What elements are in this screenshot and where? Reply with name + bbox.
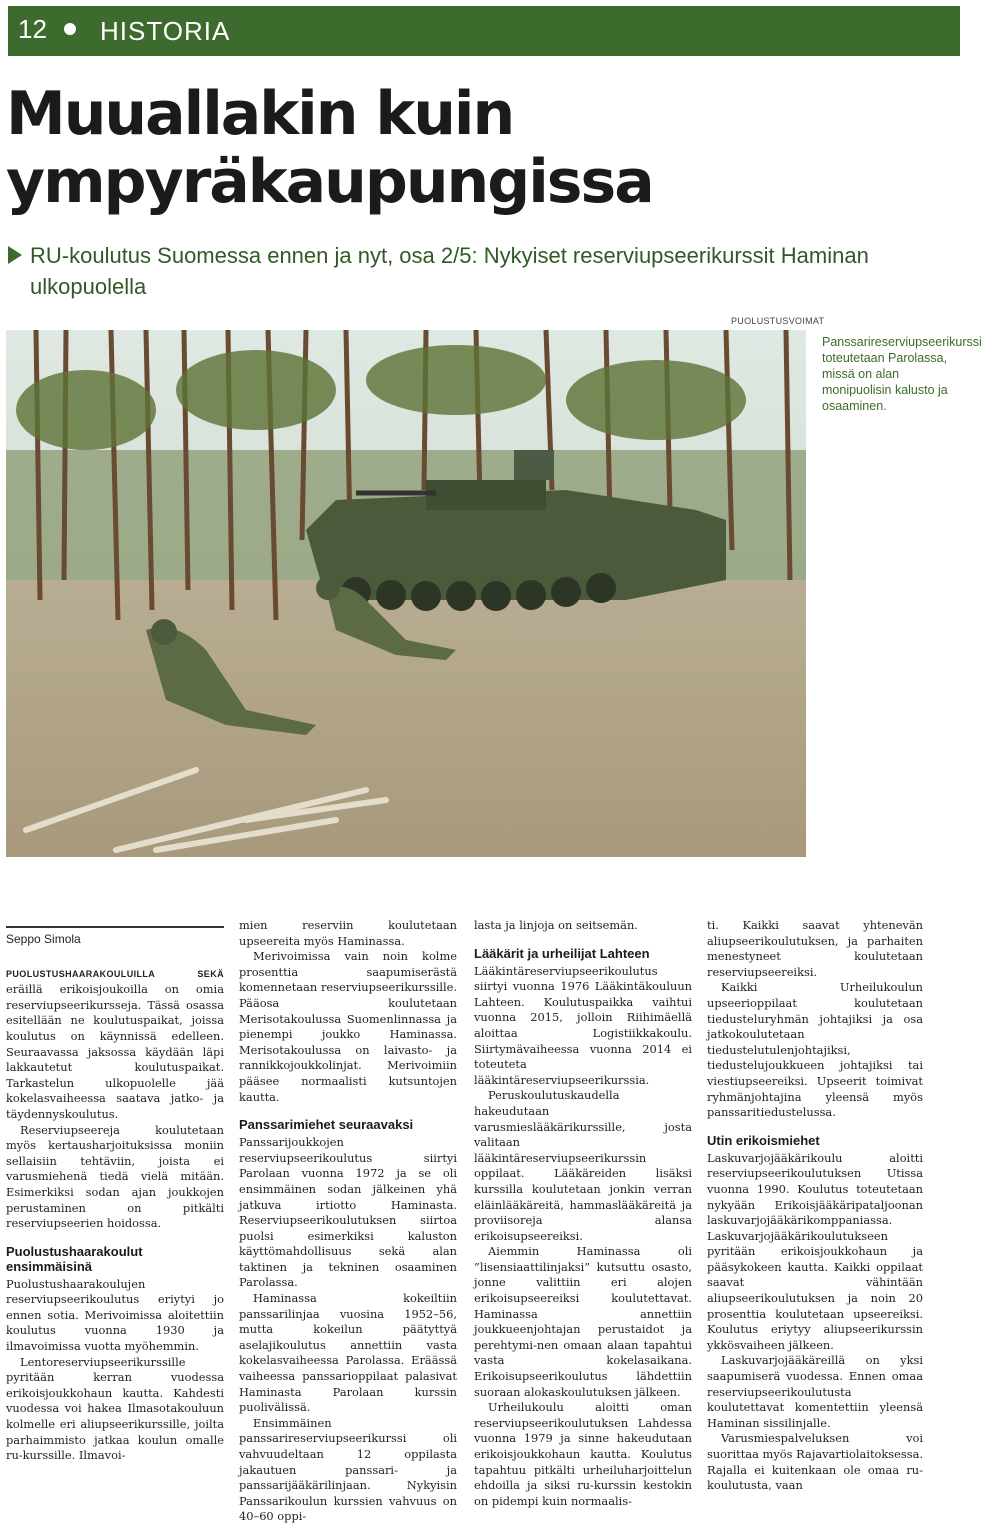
author-byline: Seppo Simola — [6, 926, 224, 948]
headline-line-2: ympyräkaupungissa — [6, 147, 653, 217]
paragraph: Varusmiespalveluksen voi suorittaa myös Rajavartiolaitoksessa. Rajalla ei kuitenkaan ole omaa ru-koulutusta, vaan — [707, 1431, 923, 1493]
subheading: Utin erikoismiehet — [707, 1132, 820, 1148]
article-column-2 — [239, 918, 457, 1525]
paragraph: Ensimmäinen panssarireserviupseerikurssi oli vahvuudeltaan 12 oppilasta jakautuen panssari- ja panssarijääkärilinjaan. Nykyisin Panssarikoulun kurssien vahvuus on 40–60 oppi- — [239, 1415, 457, 1524]
paragraph: mien reserviin koulutetaan upseereita myös Haminassa. — [239, 918, 457, 948]
paragraph: Laskuvarjojääkäreillä on yksi saapumiserä vuodessa. Ennen omaa reserviupseerikoulutusta koulutettavat komentettiin yleensä Haminan sissilinjalle. — [707, 1353, 923, 1430]
deck-subtitle: RU-koulutus Suomessa ennen ja nyt, osa 2/5: Nykyiset reserviupseerikurssit Haminan ulkopuolella — [30, 243, 869, 299]
section-header-bar — [0, 0, 960, 60]
subheading: Panssarimiehet seuraavaksi — [239, 1117, 414, 1133]
bullet-dot — [64, 23, 76, 35]
photo-armored-vehicle-forest — [6, 330, 806, 857]
photo-caption: Panssarireserviupseerikurssi toteutetaan Parolassa, missä on alan monipuolisin kalusto ja osaaminen. — [822, 335, 982, 413]
page-number: 12 — [18, 14, 47, 44]
section-title: HISTORIA — [100, 16, 231, 46]
lead-text: eräillä erikoisjoukoilla on omia reserviupseerikursseja. Tässä osassa esitellään ne koulutuspaikat, joissa koulutus on käynnissä edelleen. Seuraavassa jaksossa käydään läpi lakkautetut koulutuspaikat. Tarkastelun ulkopuolelle jää kokelasvaiheessa saatava jatko- ja täydennyskoulutus. — [6, 982, 224, 1121]
paragraph: Lääkintäreserviupseerikoulutus siirtyi vuonna 1976 Lääkintäkouluun Lahteen. Koulutuspaikka vaihtui vuonna 2015, jolloin Riihimäellä aloittaa Logistiikkakoulu. Siirtymävaiheessa vuonna 2014 ei toteuteta lääkintäreserviupseerikurssia. — [474, 963, 692, 1087]
paragraph: ti. Kaikki saavat yhtenevän aliupseerikoulutuksen, ja parhaiten menestyneet koulutetaan reserviupseereiksi. — [707, 918, 923, 979]
headline-line-1: Muuallakin kuin — [6, 79, 514, 149]
subheading: Lääkärit ja urheilijat Lahteen — [474, 945, 650, 961]
article-column-4 — [707, 918, 923, 1494]
paragraph: Haminassa kokeiltiin panssarilinjaa vuosina 1952–56, mutta kokeilun päätyttyä aselajikoulutus annettiin vasta kokelasvaiheessa Parolassa. Eräässä vaiheessa panssarioppilaat palasivat Haminasta Parolaan kurssin puolivälissä. — [239, 1291, 457, 1415]
paragraph: Aiemmin Haminassa oli ”lisensiaattilinjaksi” kutsuttu osasto, jonne valittiin eri alojen erikoisupseereiksi koulutettavat. Haminassa annettiin joukkueenjohtajan perustaidot ja perehtymi-nen omaan alaan tapahtui vasta kokelasaikana. Erikoisupseerikoulutus lähdettiin suoraan alokaskoulutuksen jälkeen. — [474, 1244, 692, 1399]
paragraph: Reserviupseereja koulutetaan myös kertausharjoituksissa moniin sellaisiin tehtäviin, joista ei varusmiehenä tiedä vielä mitään. Esimerkiksi sodan ajan joukkojen perustaminen on pitkälti reserviupseerien hoidossa. — [6, 1122, 224, 1231]
photo-credit: PUOLUSTUSVOIMAT — [731, 316, 825, 326]
paragraph: Merivoimissa vain noin kolme prosenttia saapumiserästä komennetaan reserviupseerikurssille. Pääosa koulutetaan Merisotakoulussa Suomenlinnassa ja pienempi joukko Haminassa. Merisotakoulussa on laivasto- ja rannikkojoukkolinjat. Merivoimiin pääsee normaalisti kutsuntojen kautta. — [239, 949, 457, 1104]
lead-paragraph — [6, 966, 224, 1123]
paragraph: Panssarijoukkojen reserviupseerikoulutus siirtyi Parolaan vuonna 1972 ja se oli ensimmäinen sodan jälkeinen yhä jatkuva irtiotto Haminasta. Reserviupseerikoulutuksen siirtoa puolsi esimerkiksi kaluston käyttömahdollisuus sekä alan taktinen ja tekninen osaaminen Parolassa. — [239, 1135, 457, 1290]
paragraph: lasta ja linjoja on seitsemän. — [474, 918, 638, 932]
article-column-1 — [6, 926, 224, 1464]
paragraph: Urheilukoulu aloitti oman reserviupseerikoulutuksen Lahdessa vuonna 1979 ja sinne hakeudutaan erikoisjoukkohaun kautta. Koulutus tapahtuu pitkälti urheiluharjoittelun ehdoilla ja siksi ru-kurssin kestokin on pidempi kuin normaalis- — [474, 1400, 692, 1508]
photo-illustration — [6, 330, 806, 857]
deck-arrow-icon — [8, 246, 22, 264]
paragraph: Peruskoulutuskaudella hakeudutaan varusmieslääkärikurssille, josta valitaan lääkintäreserviupseerikurssin oppilaat. Lääkäreiden lisäksi kurssilla koulutetaan jonkin verran eläinlääkäreitä, hammaslääkäreitä ja proviisoreja alansa erikoisupseereiksi. — [474, 1088, 692, 1243]
paragraph: Laskuvarjojääkärikoulu aloitti reserviupseerikoulutuksen Utissa vuonna 1990. Koulutus toteutetaan nykyään Erikoisjääkäripataljoonan laskuvarjojääkärikomppaniassa. Laskuvarjojääkärikoulutukseen pyritään erikoisjoukkohaun ja pääsykokeen kautta. Kaikki oppilaat saavat vähintään aliupseerikoulutuksen ja noin 20 prosenttia koulutetaan upseereiksi. Koulutus eriytyy aliupseerikurssin ykkösvaiheen jälkeen. — [707, 1150, 923, 1352]
paragraph: Kaikki Urheilukoulun upseerioppilaat koulutetaan tiedusteluryhmän johtajiksi ja osa jatkokoulutetaan tiedustelutulenjohtajiksi, tiedustelujoukkueen johtajiksi tai viestiupseereiksi. Upseerit toimivat ryhmänjohtajina yleensä myös panssaritiedustelussa. — [707, 980, 923, 1120]
headline — [6, 80, 906, 216]
subheading: Puolustushaarakoulut ensimmäisinä — [6, 1243, 143, 1274]
paragraph: Puolustushaarakoulujen reserviupseerikoulutus eriytyi jo ennen sotia. Merivoimissa aloitettiin koulutus vuonna 1930 ja ilmavoimissa vuotta myöhemmin. — [6, 1276, 224, 1354]
paragraph: Lentoreserviupseerikurssille pyritään kerran vuodessa erikoisjoukkohaun kautta. Kahdesti vuodessa voi hakea Ilmasotakouluun kolmelle eri aliupseerikurssille, joilta parhaimmisto jatkaa koulun omalle ru-kurssille. Ilmavoi- — [6, 1354, 224, 1463]
lead-caps: PUOLUSTUSHAARAKOULUILLA SEKÄ — [6, 968, 224, 979]
article-column-3 — [474, 918, 692, 1509]
